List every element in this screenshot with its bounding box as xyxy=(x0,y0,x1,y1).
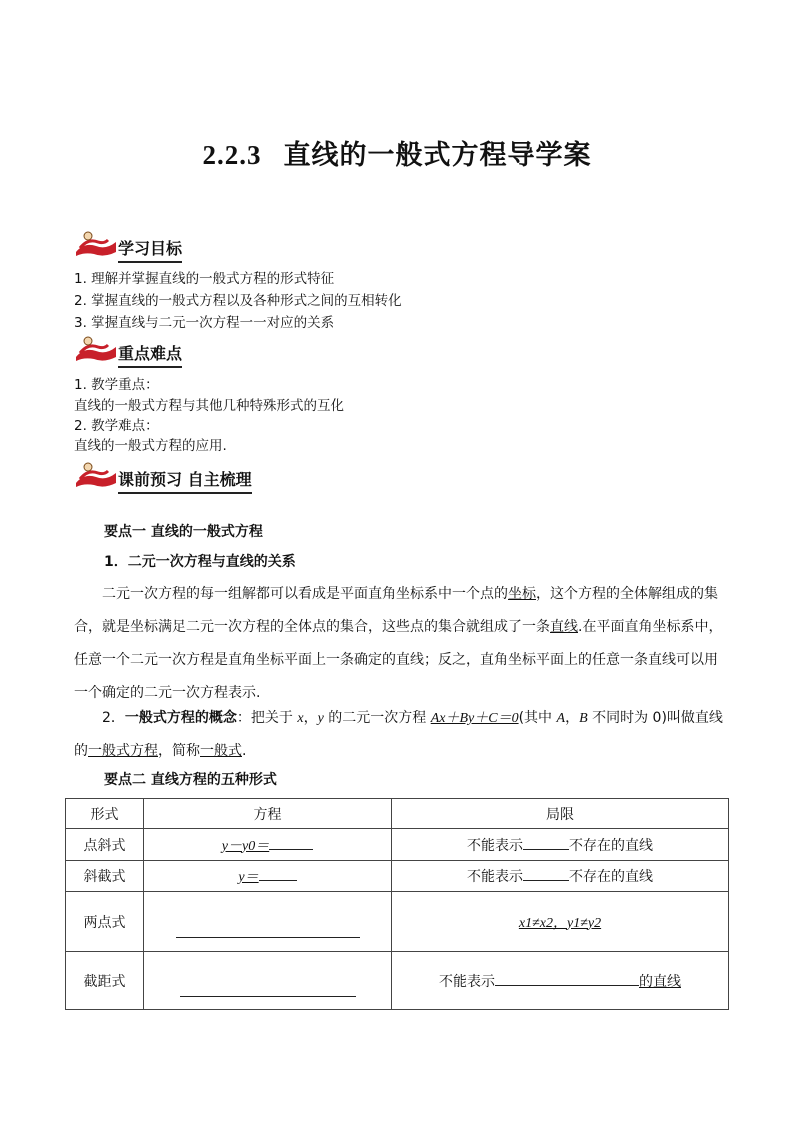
form-name: 截距式 xyxy=(66,952,144,1010)
answer-blank[interactable] xyxy=(495,971,639,986)
answer-general: 一般式 xyxy=(200,743,242,759)
form-name: 两点式 xyxy=(66,892,144,952)
form-name: 点斜式 xyxy=(66,829,144,861)
var-x: x xyxy=(297,711,304,726)
answer-coordinate: 坐标 xyxy=(508,586,536,602)
equation-cell xyxy=(144,829,392,861)
para-text: ，简称 xyxy=(158,743,200,759)
table-row xyxy=(66,952,729,1010)
equation-cell xyxy=(144,861,392,892)
point1-sub2 xyxy=(74,702,724,768)
bookmark-logo-icon xyxy=(74,230,118,260)
table-header: 方程 xyxy=(144,799,392,829)
key-line: 2. 教学难点： xyxy=(74,418,159,434)
limit-text: 不能表示 xyxy=(467,869,523,885)
goal-item: 3. 掌握直线与二元一次方程一一对应的关系 xyxy=(74,315,335,331)
table-header: 形式 xyxy=(66,799,144,829)
page-title xyxy=(0,133,794,172)
para-text: .在平面直角坐标系中，任意一个二元一次方程是直角坐标平面上一条确定的直线；反之，直角坐标平面上的任意一条直线可以用一个确定的二元一次方程表示. xyxy=(74,619,723,701)
key-line: 直线的一般式方程与其他几种特殊形式的互化 xyxy=(74,398,344,414)
answer-blank[interactable] xyxy=(269,835,313,850)
equation-text: y－y0＝ xyxy=(221,838,270,854)
para-text: 叫做直线的 xyxy=(74,710,723,759)
title-text: 直线的一般式方程导学案 xyxy=(283,140,592,171)
point2-heading: 要点二 直线方程的五种形式 xyxy=(104,772,277,788)
point1-sub1: 1．二元一次方程与直线的关系 xyxy=(104,554,296,570)
table-row xyxy=(66,861,729,892)
para-text: 不同时为 0) xyxy=(587,710,667,726)
point1-heading: 要点一 直线的一般式方程 xyxy=(104,524,263,540)
bookmark-logo-icon xyxy=(74,461,118,491)
limit-cell xyxy=(392,892,729,952)
answer-blank[interactable] xyxy=(176,923,360,938)
var-y: y xyxy=(317,711,324,726)
key-line: 1. 教学重点： xyxy=(74,377,159,393)
var-A: A xyxy=(556,711,566,726)
table-header: 局限 xyxy=(392,799,729,829)
forms-table xyxy=(65,798,729,1010)
goal-item: 1. 理解并掌握直线的一般式方程的形式特征 xyxy=(74,271,335,287)
equation-cell xyxy=(144,892,392,952)
preview-heading-text: 课前预习 自主梳理 xyxy=(118,467,252,494)
limit-cell xyxy=(392,861,729,892)
bookmark-logo-icon xyxy=(74,335,118,365)
answer-blank[interactable] xyxy=(523,866,569,881)
general-equation: Ax＋By＋C＝0 xyxy=(430,711,519,726)
table-row xyxy=(66,892,729,952)
key-heading-text: 重点难点 xyxy=(118,341,182,368)
limit-cell xyxy=(392,952,729,1010)
para-text: ， xyxy=(303,710,318,726)
goals-heading-text: 学习目标 xyxy=(118,236,182,263)
para-text: (其中 xyxy=(518,710,557,726)
limit-text: 的直线 xyxy=(639,973,681,990)
answer-blank[interactable] xyxy=(180,982,356,997)
limit-text: 不存在的直线 xyxy=(569,837,653,854)
answer-blank[interactable] xyxy=(523,835,569,850)
sub2-number: 2． xyxy=(102,710,125,726)
limit-text: 不能表示 xyxy=(467,837,523,854)
goal-item: 2. 掌握直线的一般式方程以及各种形式之间的互相转化 xyxy=(74,293,402,309)
var-B: B xyxy=(579,711,588,726)
equation-cell xyxy=(144,952,392,1010)
title-number: 2.2.3 xyxy=(202,140,262,170)
form-name: 斜截式 xyxy=(66,861,144,892)
para-text: 的二元一次方程 xyxy=(323,710,431,726)
point1-paragraph xyxy=(74,578,724,710)
para-text: . xyxy=(242,743,247,759)
para-text: ， xyxy=(565,710,580,726)
table-header-row xyxy=(66,799,729,829)
limit-cell xyxy=(392,829,729,861)
limit-condition: x1≠x2，y1≠y2 xyxy=(518,915,602,931)
table-row xyxy=(66,829,729,861)
equation-text: y＝ xyxy=(238,870,259,885)
key-line: 直线的一般式方程的应用. xyxy=(74,438,227,454)
para-text: ：把关于 xyxy=(236,710,298,726)
limit-text: 不存在的直线 xyxy=(569,869,653,885)
answer-line: 直线 xyxy=(550,619,578,635)
answer-blank[interactable] xyxy=(259,866,297,881)
sub2-term: 一般式方程的概念 xyxy=(124,710,237,726)
answer-general-form: 一般式方程 xyxy=(88,743,158,759)
para-text: ，这个方程的全体解组成的集合，就是坐标满足二元一次方程的全体点的集合，这些点的集合就组成了一条 xyxy=(74,586,718,635)
para-text: 二元一次方程的每一组解都可以看成是平面直角坐标系中一个点的 xyxy=(102,586,508,602)
limit-text: 不能表示 xyxy=(439,973,495,990)
